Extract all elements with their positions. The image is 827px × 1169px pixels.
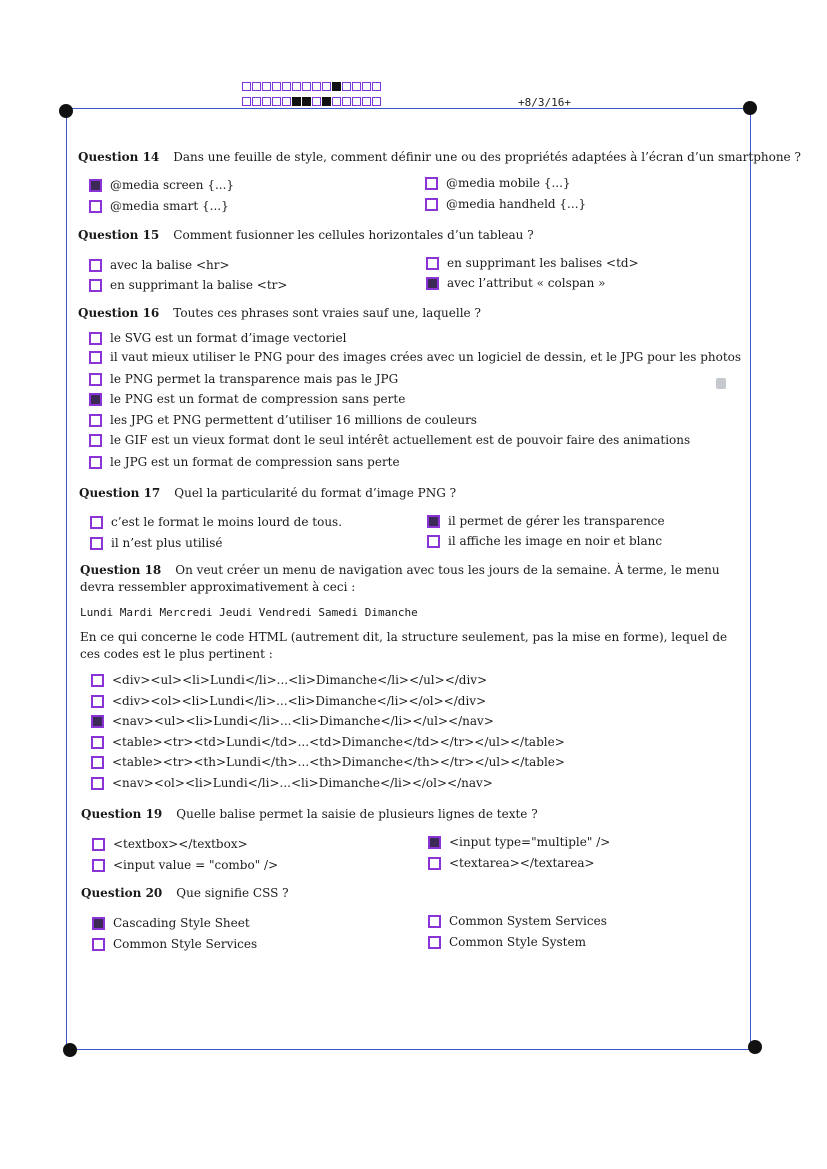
answer-option[interactable]: [428, 935, 586, 949]
checkbox-checked[interactable]: [89, 179, 102, 192]
answer-label: Common System Services: [449, 914, 607, 928]
answer-label: <table><tr><td>Lundi</td>...<td>Dimanche</td></tr></ul></table>: [112, 735, 565, 749]
answer-option[interactable]: [92, 937, 257, 951]
answer-label: le PNG permet la transparence mais pas le JPG: [110, 372, 399, 386]
answer-label: le JPG est un format de compression sans perte: [110, 455, 400, 469]
checkbox-checked[interactable]: [428, 836, 441, 849]
answer-option[interactable]: [89, 350, 741, 364]
code-cell: [282, 82, 291, 91]
code-cell: [302, 97, 311, 106]
answer-label: en supprimant les balises <td>: [447, 256, 639, 270]
code-cell: [262, 97, 271, 106]
answer-option[interactable]: [427, 534, 662, 548]
checkbox[interactable]: [89, 434, 102, 447]
code-cell: [342, 97, 351, 106]
code-cell: [332, 82, 341, 91]
answer-option[interactable]: [92, 837, 248, 851]
question-number: Question 17: [79, 486, 161, 500]
answer-label: <textarea></textarea>: [449, 856, 595, 870]
answer-option[interactable]: [91, 776, 493, 790]
checkbox[interactable]: [428, 915, 441, 928]
answer-option[interactable]: [428, 856, 595, 870]
checkbox[interactable]: [90, 537, 103, 550]
checkbox[interactable]: [89, 351, 102, 364]
corner-mark-bottom-right: [748, 1040, 762, 1054]
checkbox[interactable]: [425, 198, 438, 211]
answer-option[interactable]: [426, 256, 639, 270]
question-number: Question 18: [80, 563, 162, 577]
answer-label: <table><tr><th>Lundi</th>...<th>Dimanche</th></tr></ul></table>: [112, 755, 565, 769]
answer-label: avec la balise <hr>: [110, 258, 230, 272]
answer-option[interactable]: [91, 755, 565, 769]
answer-option[interactable]: [425, 197, 586, 211]
answer-option[interactable]: [89, 278, 287, 292]
code-cell: [352, 97, 361, 106]
code-cell: [272, 97, 281, 106]
answer-label: <textbox></textbox>: [113, 837, 248, 851]
checkbox[interactable]: [91, 756, 104, 769]
answer-label: @media smart {...}: [110, 199, 229, 213]
question-number: Question 16: [78, 306, 160, 320]
answer-label: en supprimant la balise <tr>: [110, 278, 288, 292]
answer-option[interactable]: [89, 258, 230, 272]
answer-label: Common Style Services: [113, 937, 258, 951]
checkbox[interactable]: [90, 516, 103, 529]
question-17-header: [79, 486, 456, 500]
code-cell: [332, 97, 341, 106]
answer-option[interactable]: [91, 694, 486, 708]
answer-option[interactable]: [91, 714, 494, 728]
checkbox[interactable]: [91, 736, 104, 749]
answer-option[interactable]: [92, 916, 250, 930]
code-cell: [352, 82, 361, 91]
answer-label: @media handheld {...}: [446, 197, 587, 211]
corner-mark-bottom-left: [63, 1043, 77, 1057]
code-cell: [242, 97, 251, 106]
checkbox-checked[interactable]: [92, 917, 105, 930]
question-20-header: [81, 886, 289, 900]
answer-option[interactable]: [91, 673, 487, 687]
answer-label: <nav><ol><li>Lundi</li>...<li>Dimanche</li></ol></nav>: [112, 776, 493, 790]
code-cell: [362, 97, 371, 106]
answer-label: @media mobile {...}: [446, 176, 571, 190]
code-cell: [262, 82, 271, 91]
checkbox[interactable]: [89, 332, 102, 345]
question-14-header: [78, 150, 801, 164]
answer-label: <input value = "combo" />: [113, 858, 279, 872]
checkbox[interactable]: [89, 373, 102, 386]
scan-smudge: [716, 378, 726, 389]
question-text: Que signifie CSS ?: [176, 886, 289, 900]
answer-option[interactable]: [89, 372, 398, 386]
question-18-subtext: En ce qui concerne le code HTML (autrement dit, la structure seulement, pas la mise en forme), lequel de ces codes est le plus pertinent :: [80, 630, 728, 661]
answer-option[interactable]: [89, 199, 229, 213]
answer-option[interactable]: [89, 178, 234, 192]
checkbox[interactable]: [89, 414, 102, 427]
answer-option[interactable]: [89, 455, 400, 469]
question-16-header: [78, 306, 481, 320]
code-cell: [322, 82, 331, 91]
checkbox[interactable]: [89, 279, 102, 292]
checkbox-checked[interactable]: [89, 393, 102, 406]
question-number: Question 14: [78, 150, 160, 164]
checkbox[interactable]: [425, 177, 438, 190]
question-19-header: [81, 807, 538, 821]
checkbox-checked[interactable]: [91, 715, 104, 728]
answer-label: il vaut mieux utiliser le PNG pour des images crées avec un logiciel de dessin, et le JPG pour les photos: [110, 350, 742, 364]
answer-label: le PNG est un format de compression sans perte: [110, 392, 406, 406]
checkbox[interactable]: [426, 257, 439, 270]
question-text: Dans une feuille de style, comment définir une ou des propriétés adaptées à l’écran d’un smartphone ?: [173, 150, 801, 164]
answer-label: <div><ol><li>Lundi</li>...<li>Dimanche</li></ol></div>: [112, 694, 487, 708]
question-15-header: [78, 228, 534, 242]
checkbox[interactable]: [91, 777, 104, 790]
code-strip-top: [242, 82, 382, 91]
code-strip-bottom: [242, 97, 382, 106]
answer-label: le SVG est un format d’image vectoriel: [110, 331, 347, 345]
question-text: Quelle balise permet la saisie de plusieurs lignes de texte ?: [176, 807, 538, 821]
answer-option[interactable]: [89, 433, 690, 447]
checkbox[interactable]: [91, 674, 104, 687]
question-number: Question 19: [81, 807, 163, 821]
checkbox[interactable]: [428, 857, 441, 870]
code-cell: [272, 82, 281, 91]
code-cell: [322, 97, 331, 106]
checkbox[interactable]: [92, 859, 105, 872]
answer-label: <input type="multiple" />: [449, 835, 611, 849]
answer-option[interactable]: [426, 276, 605, 290]
code-cell: [312, 97, 321, 106]
checkbox-checked[interactable]: [427, 515, 440, 528]
answer-option[interactable]: [91, 735, 565, 749]
answer-label: @media screen {...}: [110, 178, 235, 192]
code-cell: [372, 97, 381, 106]
code-cell: [252, 97, 261, 106]
answer-label: il n’est plus utilisé: [111, 536, 223, 550]
answer-option[interactable]: [92, 858, 278, 872]
page-id: +8/3/16+: [518, 96, 571, 109]
checkbox[interactable]: [427, 535, 440, 548]
answer-label: <div><ul><li>Lundi</li>...<li>Dimanche</li></ul></div>: [112, 673, 488, 687]
code-cell: [302, 82, 311, 91]
answer-option[interactable]: [428, 914, 607, 928]
checkbox[interactable]: [92, 938, 105, 951]
code-cell: [292, 97, 301, 106]
question-text: Toutes ces phrases sont vraies sauf une, laquelle ?: [173, 306, 481, 320]
corner-mark-top-left: [59, 104, 73, 118]
code-cell: [362, 82, 371, 91]
answer-option[interactable]: [428, 835, 610, 849]
question-number: Question 15: [78, 228, 160, 242]
code-cell: [252, 82, 261, 91]
answer-option[interactable]: [89, 331, 346, 345]
checkbox[interactable]: [92, 838, 105, 851]
question-number: Question 20: [81, 886, 163, 900]
answer-label: il affiche les image en noir et blanc: [448, 534, 663, 548]
code-cell: [372, 82, 381, 91]
answer-label: Cascading Style Sheet: [113, 916, 250, 930]
answer-option[interactable]: [425, 176, 571, 190]
answer-label: c’est le format le moins lourd de tous.: [111, 515, 343, 529]
code-cell: [342, 82, 351, 91]
question-text: Comment fusionner les cellules horizontales d’un tableau ?: [173, 228, 534, 242]
menu-example: Lundi Mardi Mercredi Jeudi Vendredi Samedi Dimanche: [80, 606, 418, 619]
answer-option[interactable]: [427, 514, 665, 528]
answer-label: Common Style System: [449, 935, 586, 949]
answer-option[interactable]: [89, 392, 405, 406]
checkbox[interactable]: [428, 936, 441, 949]
code-cell: [242, 82, 251, 91]
question-text: On veut créer un menu de navigation avec tous les jours de la semaine. À terme, le menu devra ressembler approximativement à ceci :: [80, 563, 720, 594]
question-text: Quel la particularité du format d’image PNG ?: [174, 486, 457, 500]
corner-mark-top-right: [743, 101, 757, 115]
answer-label: les JPG et PNG permettent d’utiliser 16 millions de couleurs: [110, 413, 477, 427]
code-cell: [282, 97, 291, 106]
code-cell: [292, 82, 301, 91]
answer-label: le GIF est un vieux format dont le seul intérêt actuellement est de pouvoir faire des animations: [110, 433, 691, 447]
answer-option[interactable]: [90, 515, 342, 529]
question-18-header: [80, 562, 744, 596]
answer-option[interactable]: [89, 413, 477, 427]
answer-label: avec l’attribut « colspan »: [447, 276, 606, 290]
checkbox[interactable]: [89, 259, 102, 272]
checkbox[interactable]: [89, 456, 102, 469]
code-cell: [312, 82, 321, 91]
answer-label: il permet de gérer les transparence: [448, 514, 665, 528]
checkbox-checked[interactable]: [426, 277, 439, 290]
answer-label: <nav><ul><li>Lundi</li>...<li>Dimanche</li></ul></nav>: [112, 714, 494, 728]
checkbox[interactable]: [91, 695, 104, 708]
answer-option[interactable]: [90, 536, 222, 550]
checkbox[interactable]: [89, 200, 102, 213]
